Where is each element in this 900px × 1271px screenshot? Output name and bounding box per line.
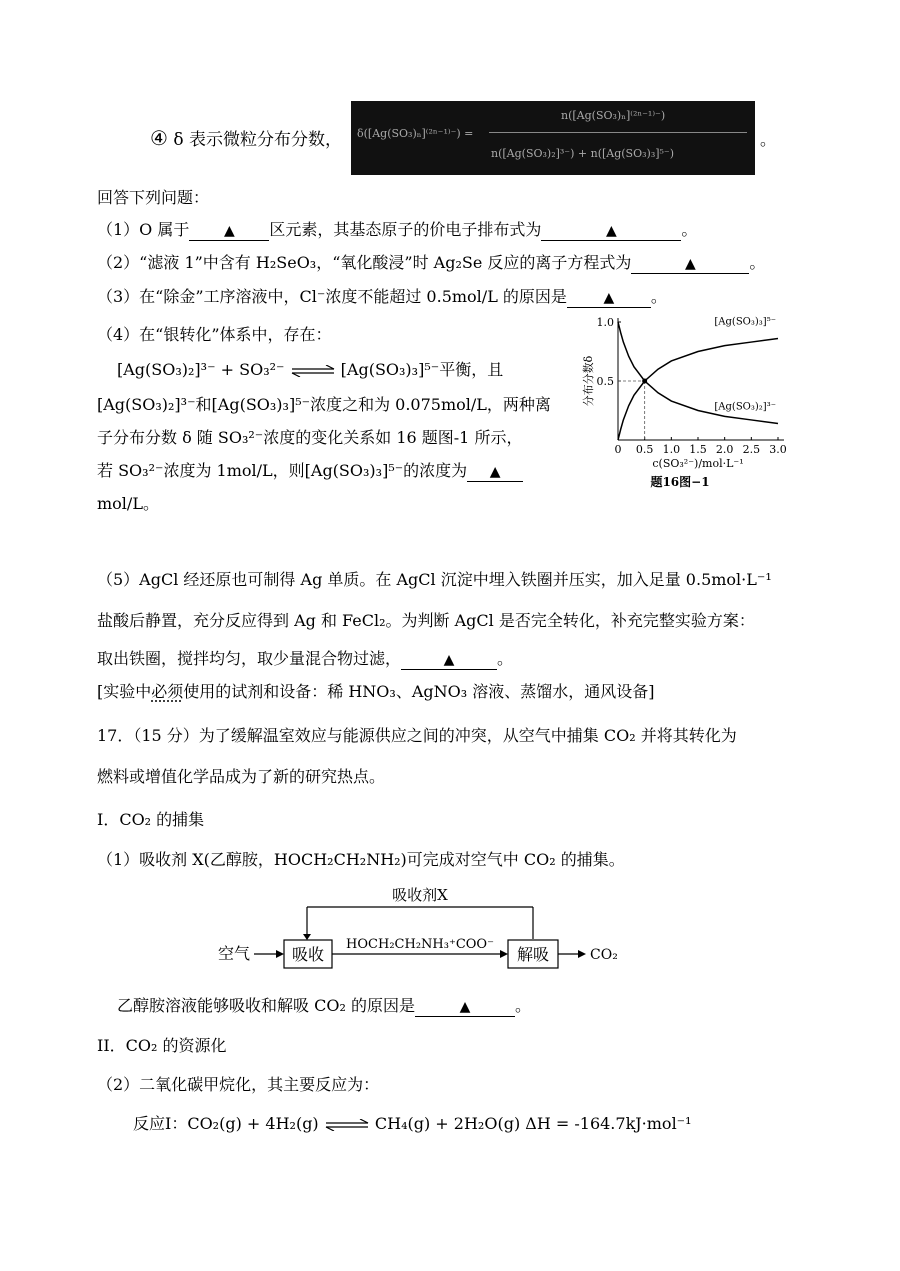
q4-line-5 xyxy=(97,461,523,482)
q17-p1-blank xyxy=(415,997,515,1017)
q4-line-6: mol/L。 xyxy=(97,494,159,513)
x-tick-label: 2.5 xyxy=(742,443,761,456)
absorbent-label: 吸收剂X xyxy=(392,886,448,904)
q5-line-2: 盐酸后静置，充分反应得到 Ag 和 FeCl₂。为判断 AgCl 是否完全转化，补充完整实验方案： xyxy=(97,611,755,630)
x-tick-label: 1.5 xyxy=(689,443,707,456)
q1-blank-2 xyxy=(541,221,681,241)
y-tick-label: 1.0 xyxy=(596,316,614,329)
q17-p1-end: 。 xyxy=(514,996,531,1015)
series-label-1: [Ag(SO₃)₃]⁵⁻ xyxy=(714,316,776,328)
q5-line-4 xyxy=(97,682,655,702)
formula-denominator: n([Ag(SO₃)₂]³⁻) + n([Ag(SO₃)₃]⁵⁻) xyxy=(491,147,675,160)
question-1 xyxy=(97,220,697,241)
answer-marker: ▲ xyxy=(685,256,696,272)
q4-question: 若 SO₃²⁻浓度为 1mol/L，则[Ag(SO₃)₃]⁵⁻的浓度为 xyxy=(97,461,468,480)
section-2-title: II．CO₂ 的资源化 xyxy=(97,1036,227,1055)
formula-lhs: δ([Ag(SO₃)ₙ]⁽²ⁿ⁻¹⁾⁻) = xyxy=(357,127,474,140)
q5-blank xyxy=(401,650,497,670)
answer-marker: ▲ xyxy=(459,999,471,1015)
q17-part-2: （2）二氧化碳甲烷化，其主要反应为： xyxy=(97,1075,380,1094)
chart-title: 题16图−1 xyxy=(650,475,710,489)
x-axis-label: c(SO₃²⁻)/mol·L⁻¹ xyxy=(652,457,744,470)
q3-text: （3）在“除金”工序溶液中，Cl⁻浓度不能超过 0.5mol/L 的原因是 xyxy=(97,287,567,306)
formula-period: 。 xyxy=(760,130,777,149)
q4-line-2 xyxy=(117,360,503,380)
q5-note-emphasis: 必须 xyxy=(151,682,184,701)
series-label-2: [Ag(SO₃)₂]³⁻ xyxy=(714,401,776,413)
q4-number: ④ xyxy=(150,126,168,150)
q17-p1-text: 乙醇胺溶液能够吸收和解吸 CO₂ 的原因是 xyxy=(117,996,415,1015)
q3-end: 。 xyxy=(650,287,667,306)
section-1-title: I．CO₂ 的捕集 xyxy=(97,810,205,829)
x-tick-label: 0.5 xyxy=(635,443,654,456)
q1-end: 。 xyxy=(681,220,698,239)
formula-image xyxy=(351,101,755,175)
q5-note-c: 使用的试剂和设备：稀 HNO₃、AgNO₃ 溶液、蒸馏水，通风设备] xyxy=(183,682,655,701)
capture-flow-diagram xyxy=(210,882,670,972)
q5-line-3 xyxy=(97,649,513,670)
answer-marker: ▲ xyxy=(603,290,615,306)
q1-text-a: （1）O 属于 xyxy=(97,220,190,239)
q3-blank xyxy=(567,288,651,308)
q17-line-1: 17．（15 分）为了缓解温室效应与能源供应之间的冲突，从空气中捕集 CO₂ 并将其转化为 xyxy=(97,726,737,745)
answer-heading: 回答下列问题： xyxy=(97,188,210,207)
q4-formula-line xyxy=(150,128,342,150)
y-tick-label: 0.5 xyxy=(596,375,614,388)
intermediate-label: HOCH₂CH₂NH₃⁺COO⁻ xyxy=(346,937,494,952)
desorb-label: 解吸 xyxy=(516,945,550,964)
q4-text: δ 表示微粒分布分数， xyxy=(173,130,342,150)
air-label: 空气 xyxy=(218,944,251,963)
x-tick-label: 2.0 xyxy=(715,443,734,456)
q4-line-3: [Ag(SO₃)₂]³⁻和[Ag(SO₃)₃]⁵⁻浓度之和为 0.075mol/L，两种离 xyxy=(97,395,551,414)
answer-marker: ▲ xyxy=(606,223,617,239)
q4-products: [Ag(SO₃)₃]⁵⁻平衡，且 xyxy=(340,360,504,379)
q5-end: 。 xyxy=(497,649,514,668)
q1-blank-1 xyxy=(189,221,269,241)
x-tick-label: 0 xyxy=(614,443,622,456)
answer-marker: ▲ xyxy=(489,464,501,480)
q5-text: 取出铁圈，搅拌均匀，取少量混合物过滤， xyxy=(97,649,402,668)
x-tick-label: 3.0 xyxy=(769,443,787,456)
q17-line-2: 燃料或增值化学品成为了新的研究热点。 xyxy=(97,767,386,786)
x-tick-label: 1.0 xyxy=(662,443,681,456)
q2-blank xyxy=(631,254,749,274)
q4-reactants: [Ag(SO₃)₂]³⁻ + SO₃²⁻ xyxy=(117,360,285,379)
reaction-1-reactants: 反应I：CO₂(g) + 4H₂(g) xyxy=(133,1114,319,1133)
reaction-1-products: CH₄(g) + 2H₂O(g) ΔH = -164.7kJ·mol⁻¹ xyxy=(374,1114,692,1133)
equilibrium-arrow-icon xyxy=(324,1119,370,1131)
q5-line-1: （5）AgCl 经还原也可制得 Ag 单质。在 AgCl 沉淀中埋入铁圈并压实，加入足量 0.5mol·L⁻¹ xyxy=(97,570,772,589)
q4-line-4: 子分布分数 δ 随 SO₃²⁻浓度的变化关系如 16 题图-1 所示， xyxy=(97,428,523,447)
equilibrium-arrow-icon xyxy=(290,365,336,377)
co2-output-label: CO₂ xyxy=(590,947,618,963)
absorb-label: 吸收 xyxy=(291,945,325,964)
q1-text-b: 区元素，其基态原子的价电子排布式为 xyxy=(269,220,542,239)
formula-fraction-bar xyxy=(489,132,747,133)
y-axis-label: 分布分数δ xyxy=(582,355,595,407)
reaction-1 xyxy=(133,1114,692,1134)
q2-text: （2）“滤液 1”中含有 H₂SeO₃，“氧化酸浸”时 Ag₂Se 反应的离子方程式为 xyxy=(97,253,632,272)
q2-end: 。 xyxy=(749,253,766,272)
question-3 xyxy=(97,287,667,308)
formula-numerator: n([Ag(SO₃)ₙ]⁽²ⁿ⁻¹⁾⁻) xyxy=(561,109,666,122)
answer-marker: ▲ xyxy=(443,652,455,668)
distribution-chart xyxy=(570,310,790,510)
question-2 xyxy=(97,253,765,274)
q17-part-1: （1）吸收剂 X(乙醇胺，HOCH₂CH₂NH₂)可完成对空气中 CO₂ 的捕集。 xyxy=(97,850,625,869)
answer-marker: ▲ xyxy=(224,223,235,239)
q17-part-1-question xyxy=(117,996,531,1017)
q4-blank xyxy=(467,462,523,482)
series-line-1 xyxy=(618,339,778,440)
q4-line-1: （4）在“银转化”体系中，存在： xyxy=(97,325,332,344)
q5-note-a: [实验中 xyxy=(97,682,152,701)
